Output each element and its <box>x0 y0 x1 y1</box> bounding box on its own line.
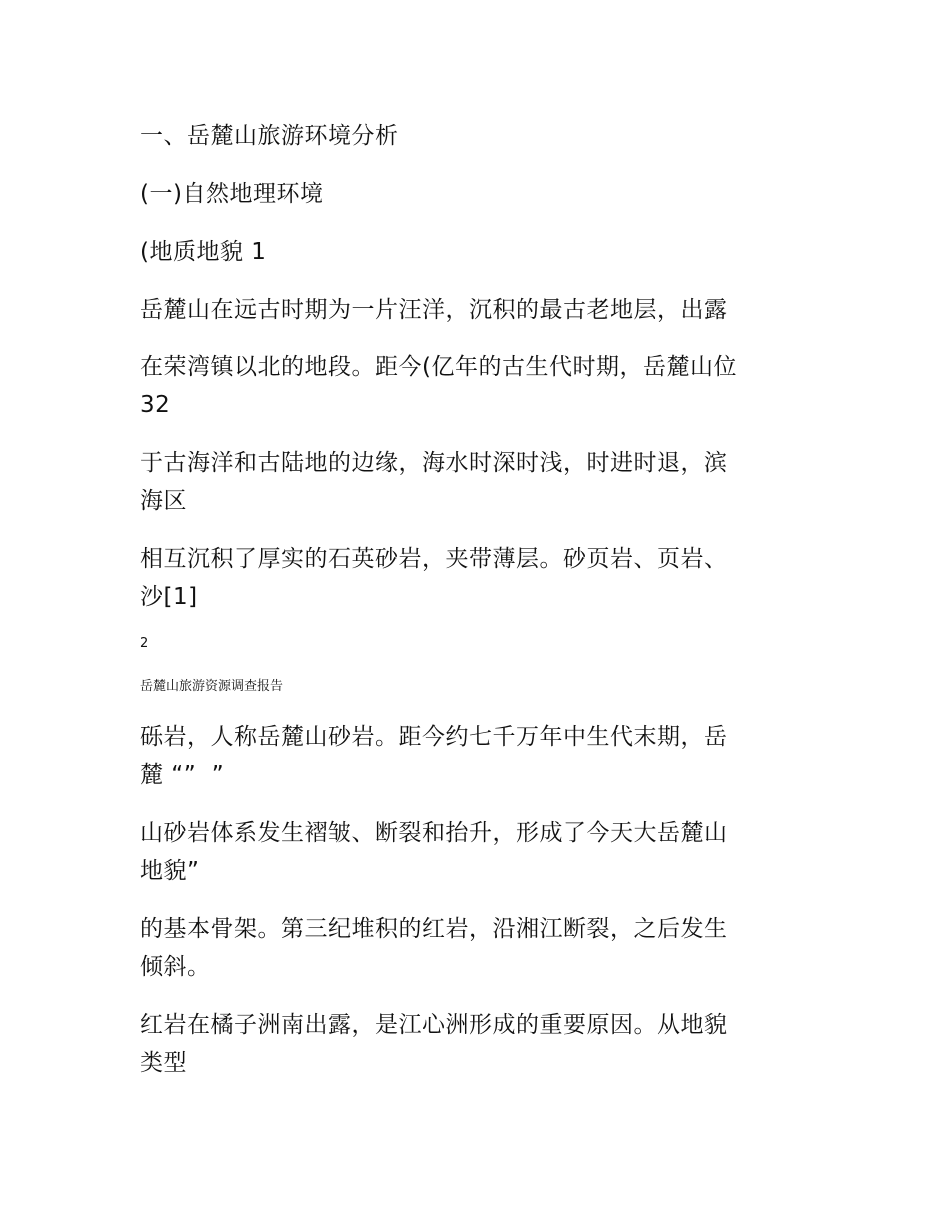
paragraph-line: 沙[1] <box>140 584 198 610</box>
paragraph-line: 麓 “” ” <box>140 762 225 788</box>
paragraph-line: 在荣湾镇以北的地段。距今(亿年的古生代时期，岳麓山位 <box>140 354 737 380</box>
subsection-heading: (一)自然地理环境 <box>140 181 324 207</box>
paragraph-line: 砾岩，人称岳麓山砂岩。距今约七千万年中生代末期，岳 <box>140 724 728 750</box>
section-heading: 一、岳麓山旅游环境分析 <box>140 123 399 149</box>
paragraph-line: 倾斜。 <box>140 954 211 980</box>
paragraph-line: 相互沉积了厚实的石英砂岩，夹带薄层。砂页岩、页岩、 <box>140 546 728 572</box>
paragraph-line: 的基本骨架。第三纪堆积的红岩，沿湘江断裂，之后发生 <box>140 916 728 942</box>
paragraph-line: 山砂岩体系发生褶皱、断裂和抬升，形成了今天大岳麓山 <box>140 820 728 846</box>
paragraph-line: 红岩在橘子洲南出露，是江心洲形成的重要原因。从地貌 <box>140 1012 728 1038</box>
paragraph-line: 地貌” <box>140 858 200 884</box>
running-header: 岳麓山旅游资源调查报告 <box>140 679 284 694</box>
paragraph-line: 类型 <box>140 1050 187 1076</box>
paragraph-line: 32 <box>140 392 171 418</box>
page-number: 2 <box>140 636 149 651</box>
paragraph-line: 海区 <box>140 488 187 514</box>
paragraph-line: 岳麓山在远古时期为一片汪洋，沉积的最古老地层，出露 <box>140 297 728 323</box>
item-heading: (地质地貌 1 <box>140 239 267 265</box>
paragraph-line: 于古海洋和古陆地的边缘，海水时深时浅，时进时退，滨 <box>140 450 728 476</box>
